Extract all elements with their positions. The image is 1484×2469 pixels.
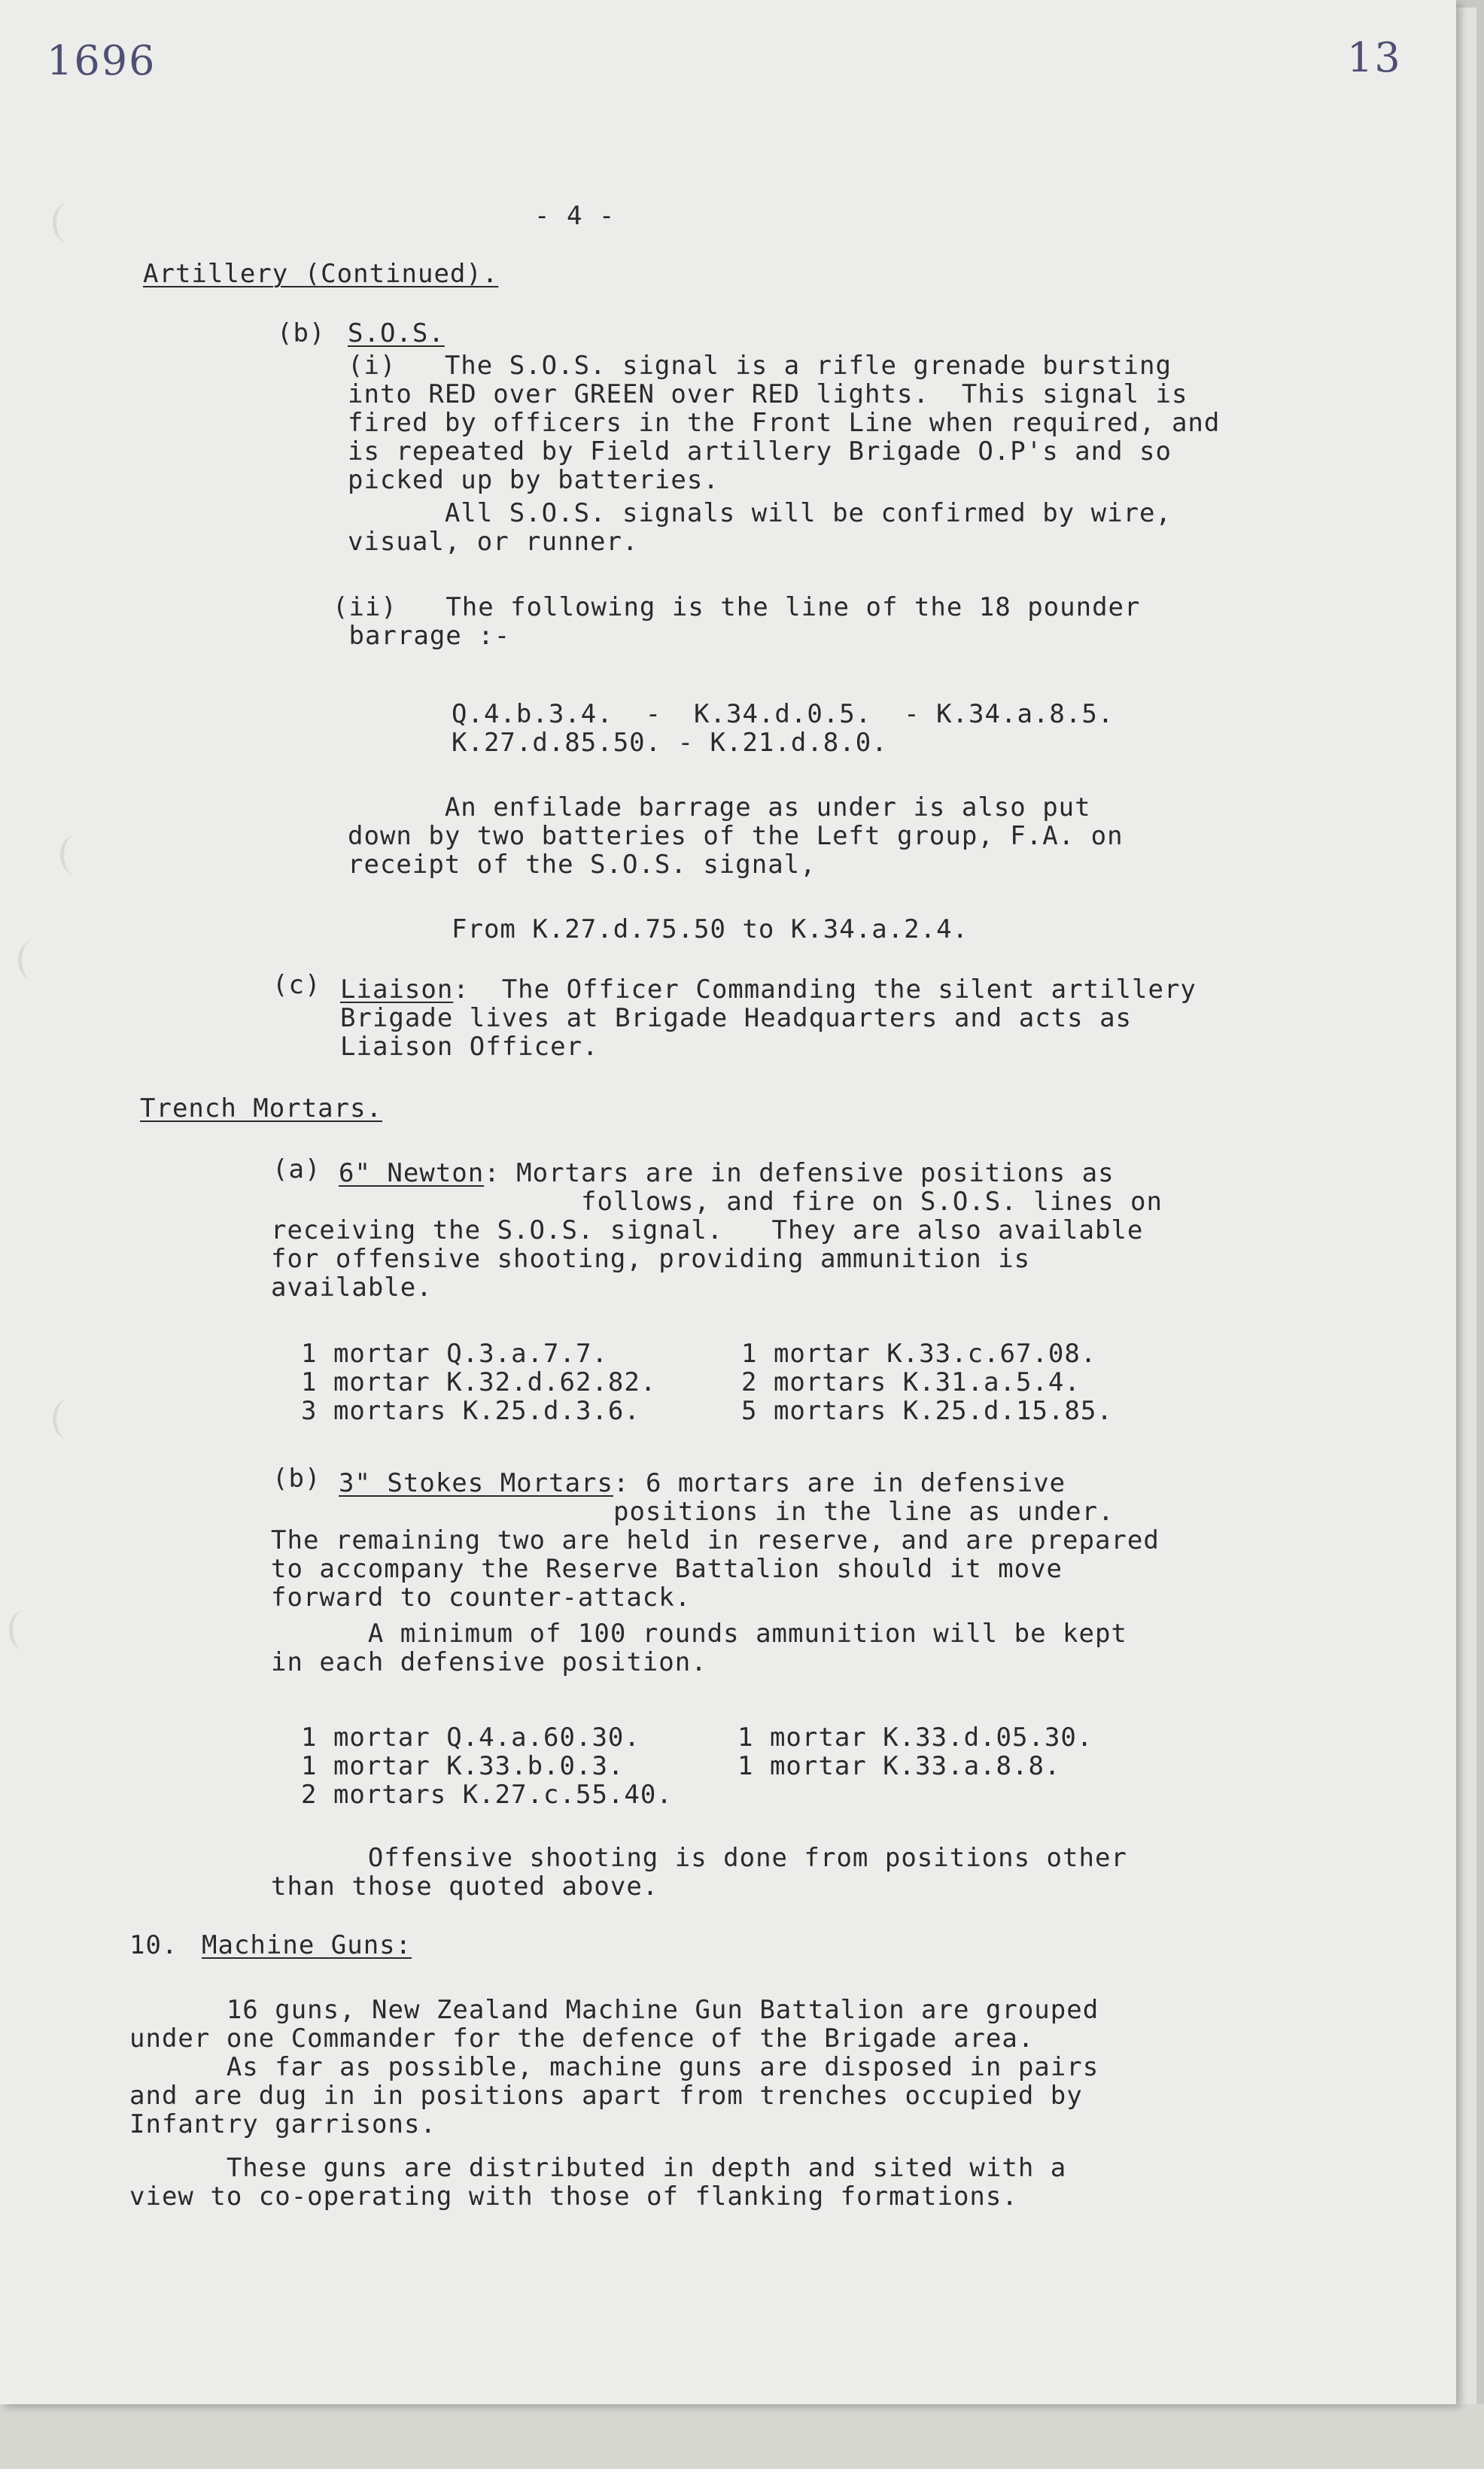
text-line: under one Commander for the defence of the Brigade area.: [129, 2024, 1035, 2054]
position-left: 1 mortar K.33.b.0.3.: [301, 1751, 625, 1781]
liaison-text: : The Officer Commanding the silent artillery: [453, 975, 1197, 1005]
text-line: fired by officers in the Front Line when required, and: [348, 408, 1221, 438]
newton-text: : Mortars are in defensive positions as: [484, 1158, 1115, 1188]
text-line: The remaining two are held in reserve, and are prepared: [271, 1525, 1160, 1555]
text-line: is repeated by Field artillery Brigade O.P's and so: [348, 436, 1172, 467]
text-line: in each defensive position.: [271, 1647, 707, 1677]
machine-guns-heading: Machine Guns:: [202, 1930, 412, 1960]
punch-hole-mark: [53, 1400, 82, 1439]
text-line: positions in the line as under.: [339, 1497, 1115, 1527]
trench-mortars-heading: Trench Mortars.: [140, 1093, 383, 1124]
text-line: Liaison Officer.: [340, 1032, 599, 1062]
text-line: [339, 1469, 1066, 1498]
text-line: receiving the S.O.S. signal. They are also available: [271, 1215, 1144, 1245]
text-line: barrage :-: [333, 621, 511, 651]
punch-hole-mark: [53, 203, 82, 242]
position-right: 1 mortar K.33.d.05.30.: [737, 1723, 1093, 1753]
text-line: to accompany the Reserve Battalion should it move: [271, 1554, 1063, 1584]
text-line: forward to counter-attack.: [271, 1583, 692, 1613]
text-line: K.27.d.85.50. - K.21.d.8.0.: [452, 728, 888, 758]
enfilade-from-line: From K.27.d.75.50 to K.34.a.2.4.: [452, 914, 969, 944]
text-line: [339, 1159, 1115, 1187]
text-line: [340, 975, 1197, 1004]
text-line: view to co-operating with those of flanking formations.: [129, 2182, 1018, 2212]
punch-hole-mark: [9, 1610, 38, 1650]
newton-title: 6" Newton: [339, 1158, 485, 1188]
text-line: for offensive shooting, providing ammunition is: [271, 1244, 1031, 1274]
position-left: 2 mortars K.27.c.55.40.: [301, 1780, 673, 1810]
position-right: 2 mortars K.31.a.5.4.: [741, 1367, 1081, 1397]
text-line: visual, or runner.: [348, 527, 639, 557]
stokes-title: 3" Stokes Mortars: [339, 1468, 613, 1498]
newton-label: (a): [272, 1154, 321, 1184]
text-line: down by two batteries of the Left group, F.A. on: [348, 821, 1124, 851]
page-marker: - 4 -: [534, 201, 616, 231]
sos-title: S.O.S.: [348, 318, 445, 348]
punch-hole-mark: [60, 835, 90, 874]
text-line: These guns are distributed in depth and sited with a: [129, 2153, 1067, 2183]
artillery-heading: Artillery (Continued).: [143, 259, 499, 289]
position-right: 1 mortar K.33.a.8.8.: [737, 1751, 1061, 1781]
position-left: 1 mortar Q.3.a.7.7.: [301, 1339, 608, 1369]
liaison-title: Liaison: [340, 975, 454, 1005]
stokes-label: (b): [272, 1464, 321, 1494]
stamp-number-right: 13: [1347, 34, 1402, 81]
text-line: (ii) The following is the line of the 18 pounder: [333, 592, 1141, 622]
position-left: 1 mortar Q.4.a.60.30.: [301, 1723, 640, 1753]
text-line: Q.4.b.3.4. - K.34.d.0.5. - K.34.a.8.5.: [452, 699, 1115, 729]
text-line: available.: [271, 1273, 433, 1303]
text-line: (i) The S.O.S. signal is a rifle grenade bursting: [348, 351, 1172, 381]
text-line: Offensive shooting is done from positions other: [271, 1843, 1127, 1873]
text-line: An enfilade barrage as under is also put: [348, 792, 1091, 822]
liaison-label: (c): [272, 970, 321, 1000]
machine-guns-number: 10.: [129, 1930, 178, 1960]
position-left: 3 mortars K.25.d.3.6.: [301, 1396, 640, 1426]
position-right: 5 mortars K.25.d.15.85.: [741, 1396, 1113, 1426]
text-line: picked up by batteries.: [348, 465, 719, 495]
text-line: follows, and fire on S.O.S. lines on: [339, 1187, 1163, 1217]
text-line: A minimum of 100 rounds ammunition will be kept: [271, 1619, 1127, 1649]
text-line: into RED over GREEN over RED lights. This signal is: [348, 379, 1188, 409]
text-line: As far as possible, machine guns are disposed in pairs: [129, 2052, 1099, 2082]
text-line: Brigade lives at Brigade Headquarters and acts as: [340, 1003, 1133, 1033]
position-right: 1 mortar K.33.c.67.08.: [741, 1339, 1097, 1369]
position-left: 1 mortar K.32.d.62.82.: [301, 1367, 657, 1397]
text-line: All S.O.S. signals will be confirmed by wire,: [348, 498, 1172, 528]
text-line: Infantry garrisons.: [129, 2109, 436, 2139]
stokes-text: : 6 mortars are in defensive: [613, 1468, 1066, 1498]
punch-hole-mark: [18, 941, 47, 980]
text-line: than those quoted above.: [271, 1872, 659, 1902]
table-surface: [0, 2404, 1484, 2469]
text-line: receipt of the S.O.S. signal,: [348, 850, 817, 880]
text-line: and are dug in in positions apart from trenches occupied by: [129, 2081, 1083, 2111]
stamp-number-left: 1696: [47, 37, 157, 84]
sos-label: (b): [277, 318, 326, 348]
text-line: 16 guns, New Zealand Machine Gun Battalion are grouped: [129, 1995, 1099, 2025]
